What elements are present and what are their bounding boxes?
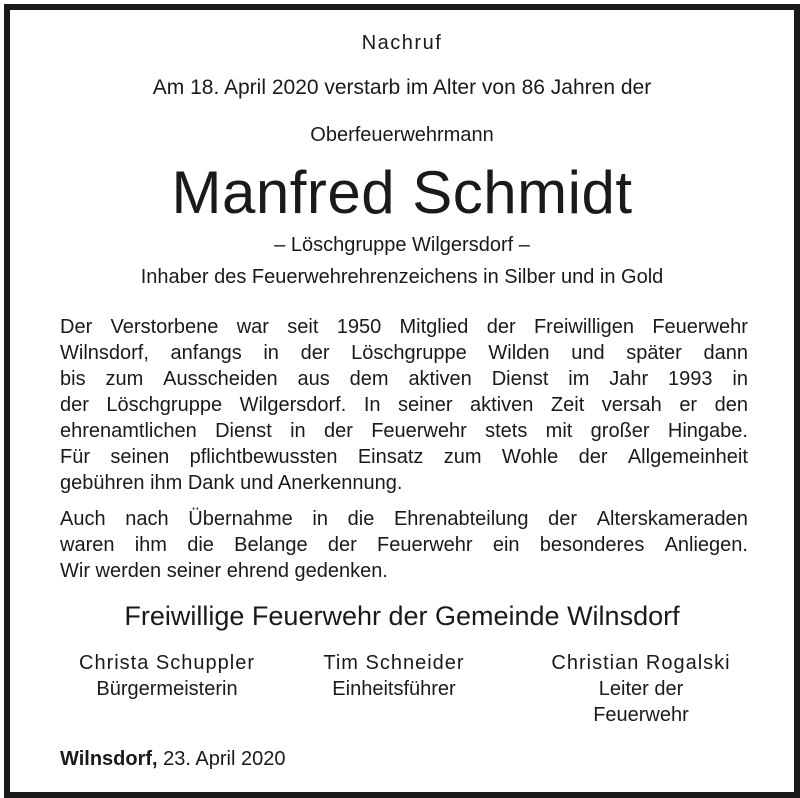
signatory-role: Einheitsführer [332, 678, 456, 700]
word: Anliegen. [664, 534, 748, 556]
place: Wilnsdorf, [60, 748, 158, 770]
word: dem [349, 368, 389, 390]
word: Feuerwehr [376, 534, 473, 556]
word: der [548, 508, 578, 530]
word: versah [601, 394, 662, 416]
word: nach [125, 508, 169, 530]
word: ehrenamtlichen [60, 420, 197, 442]
word: der [300, 342, 330, 364]
word: Mitglied [399, 316, 469, 338]
word: und [571, 342, 605, 364]
word: Freiwilligen [533, 316, 634, 338]
paragraph-line [60, 532, 748, 558]
signatory-3 [521, 650, 761, 728]
word: die [187, 534, 214, 556]
word: Wilnsdorf, [60, 342, 149, 364]
word: zum [443, 446, 482, 468]
word: Für [60, 446, 90, 468]
word: in [290, 420, 306, 442]
word: Ausscheiden [163, 368, 278, 390]
word: In [363, 394, 381, 416]
word: Dienst [491, 368, 549, 390]
word: seinen [110, 446, 170, 468]
paragraph-honorary [60, 506, 748, 584]
paragraph-line [60, 366, 748, 392]
word: mit [545, 420, 573, 442]
word: der [60, 394, 89, 416]
word: Alterskameraden [596, 508, 748, 530]
word: stets [485, 420, 528, 442]
word: in [312, 508, 328, 530]
date: 23. April 2020 [163, 748, 286, 770]
word: Feuerwehr [652, 316, 748, 338]
word: der [323, 420, 353, 442]
word: der [578, 446, 608, 468]
signatory-name: Tim Schneider [323, 652, 465, 674]
word: Feuerwehr [371, 420, 467, 442]
word: waren [60, 534, 115, 556]
place-date [60, 748, 285, 771]
signatory-name: Christian Rogalski [551, 652, 731, 674]
word: dann [703, 342, 748, 364]
organization-name: Freiwillige Feuerwehr der Gemeinde Wilnsdorf [124, 601, 680, 631]
word: Löschgruppe [351, 342, 467, 364]
word: besonderes [539, 534, 645, 556]
word: bis [60, 368, 86, 390]
obituary-heading: Nachruf [361, 32, 443, 54]
paragraph-line [60, 392, 748, 418]
word: der [327, 534, 357, 556]
word: Wilden [488, 342, 550, 364]
word: 1950 [336, 316, 382, 338]
signatory-name: Christa Schuppler [79, 652, 255, 674]
paragraph-line [60, 444, 748, 470]
word: er [679, 394, 698, 416]
word: ein [492, 534, 520, 556]
signatory-1 [47, 650, 287, 702]
signatory-2 [274, 650, 514, 702]
signatory-role: Bürgermeisterin [96, 678, 238, 700]
word: pflichtbewussten [189, 446, 338, 468]
word: den [714, 394, 748, 416]
word: im [568, 368, 590, 390]
paragraph-line [60, 340, 748, 366]
word: aktiven [470, 394, 534, 416]
signatory-role: Leiter der Feuerwehr [593, 678, 689, 726]
word: Verstorbene [110, 316, 219, 338]
word: Löschgruppe [106, 394, 223, 416]
word: anfangs [170, 342, 242, 364]
word: 1993 [668, 368, 713, 390]
word: war [236, 316, 269, 338]
word: Wilgersdorf. [239, 394, 347, 416]
paragraph-career [60, 314, 748, 496]
word: gebühren ihm Dank und Anerkennung. [60, 472, 403, 494]
intro-line: Am 18. April 2020 verstarb im Alter von 86 Jahren der [152, 76, 652, 99]
word: seiner [398, 394, 453, 416]
word: Übernahme [188, 508, 293, 530]
word: Hingabe. [667, 420, 748, 442]
word: der [486, 316, 516, 338]
word: aktiven [408, 368, 472, 390]
word: aus [297, 368, 330, 390]
word: die [347, 508, 375, 530]
obituary-content [10, 10, 794, 792]
paragraph-line [60, 506, 748, 532]
word: großer [590, 420, 650, 442]
word: Ehrenabteilung [393, 508, 529, 530]
word: ihm [134, 534, 167, 556]
word: Der [60, 316, 93, 338]
word: seit [287, 316, 319, 338]
word: zum [105, 368, 144, 390]
word: Allgemeinheit [627, 446, 748, 468]
deceased-name: Manfred Schmidt [171, 159, 633, 226]
word: Auch [60, 508, 106, 530]
rank-title: Oberfeuerwehrmann [310, 124, 494, 146]
word: Einsatz [357, 446, 424, 468]
word: in [263, 342, 279, 364]
honor-line: Inhaber des Feuerwehrehrenzeichens in Silber und in Gold [140, 266, 664, 288]
paragraph-line [60, 558, 748, 584]
word: Jahr [609, 368, 649, 390]
word: später [626, 342, 682, 364]
word: Belange [234, 534, 308, 556]
word: Wohle [501, 446, 559, 468]
word: Dienst [215, 420, 272, 442]
obituary-frame [4, 4, 800, 798]
word: in [732, 368, 748, 390]
paragraph-line [60, 418, 748, 444]
word: Zeit [550, 394, 585, 416]
paragraph-line [60, 314, 748, 340]
paragraph-line [60, 470, 748, 496]
unit-line: – Löschgruppe Wilgersdorf – [274, 234, 530, 256]
word: Wir werden seiner ehrend gedenken. [60, 560, 388, 582]
